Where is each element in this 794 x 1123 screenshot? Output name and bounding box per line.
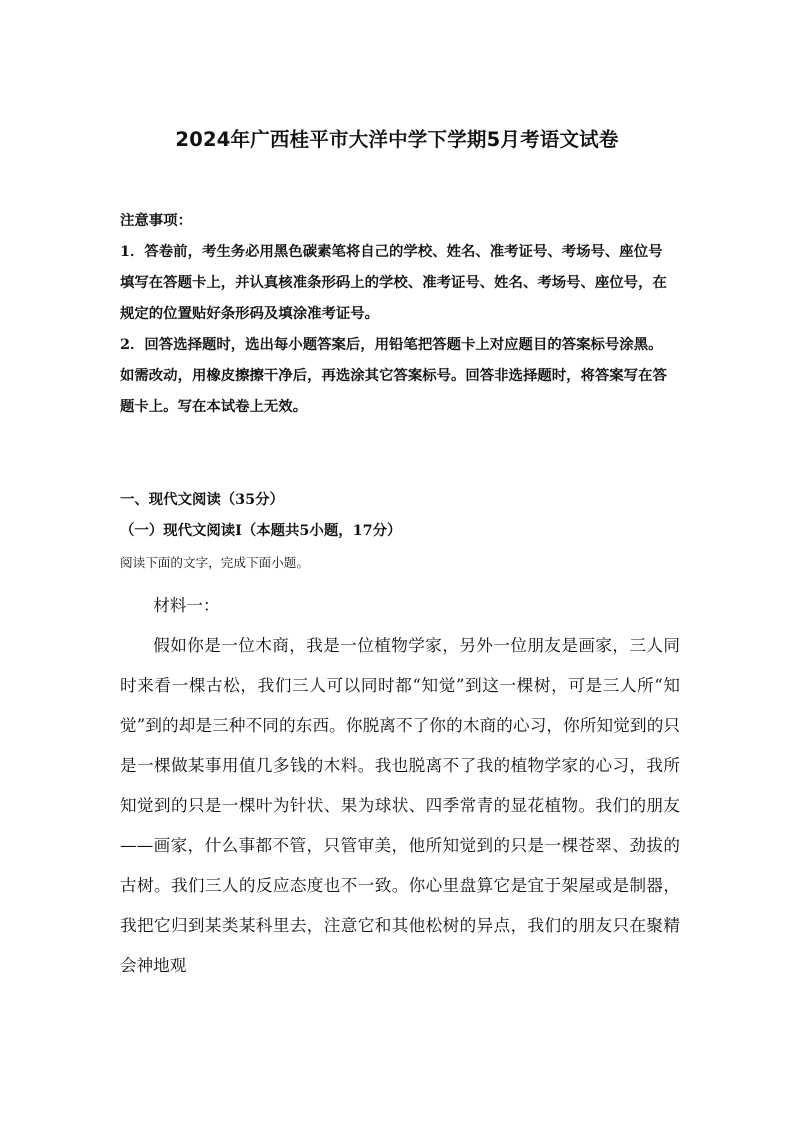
section-heading: 一、现代文阅读（35分） [120,491,284,508]
material-paragraph: 假如你是一位木商，我是一位植物学家，另外一位朋友是画家，三人同时来看一棵古松，我们三人可以同时都“知觉”到这一棵树，可是三人所“知觉”到的却是三种不同的东西。你脱离不了你的木商的心习，你所知觉到的只是一棵做某事用值几多钱的木料。我也脱离不了我的植物学家的心习，我所知觉到的只是一棵叶为针状、果为球状、四季常青的显花植物。我们的朋友——画家，什么事都不管，只管审美，他所知觉到的只是一棵苍翠、劲拔的古树。我们三人的反应态度也不一致。你心里盘算它是宜于架屋或是制器，我把它归到某类某科里去，注意它和其他松树的异点，我们的朋友只在聚精会神地观 [120,636,680,975]
reading-passage [120,586,680,986]
exam-title: 2024年广西桂平市大洋中学下学期5月考语文试卷 [175,128,619,151]
notice-item-1: 1．答卷前，考生务必用黑色碳素笔将自己的学校、姓名、准考证号、考场号、座位号填写在答题卡上，并认真核准条形码上的学校、准考证号、姓名、考场号、座位号，在规定的位置贴好条形码及填涂准考证号。 [120,243,667,322]
notice-item-2: 2．回答选择题时，选出每小题答案后，用铅笔把答题卡上对应题目的答案标号涂黑。如需改动，用橡皮擦擦干净后，再选涂其它答案标号。回答非选择题时，将答案写在答题卡上。写在本试卷上无效。 [120,336,667,415]
section-subheading: （一）现代文阅读Ⅰ（本题共5小题，17分） [120,522,402,539]
reading-instruction: 阅读下面的文字，完成下面小题。 [120,555,309,570]
notice-block [120,205,676,422]
notice-heading: 注意事项： [120,212,192,229]
material-label: 材料一： [153,596,220,615]
